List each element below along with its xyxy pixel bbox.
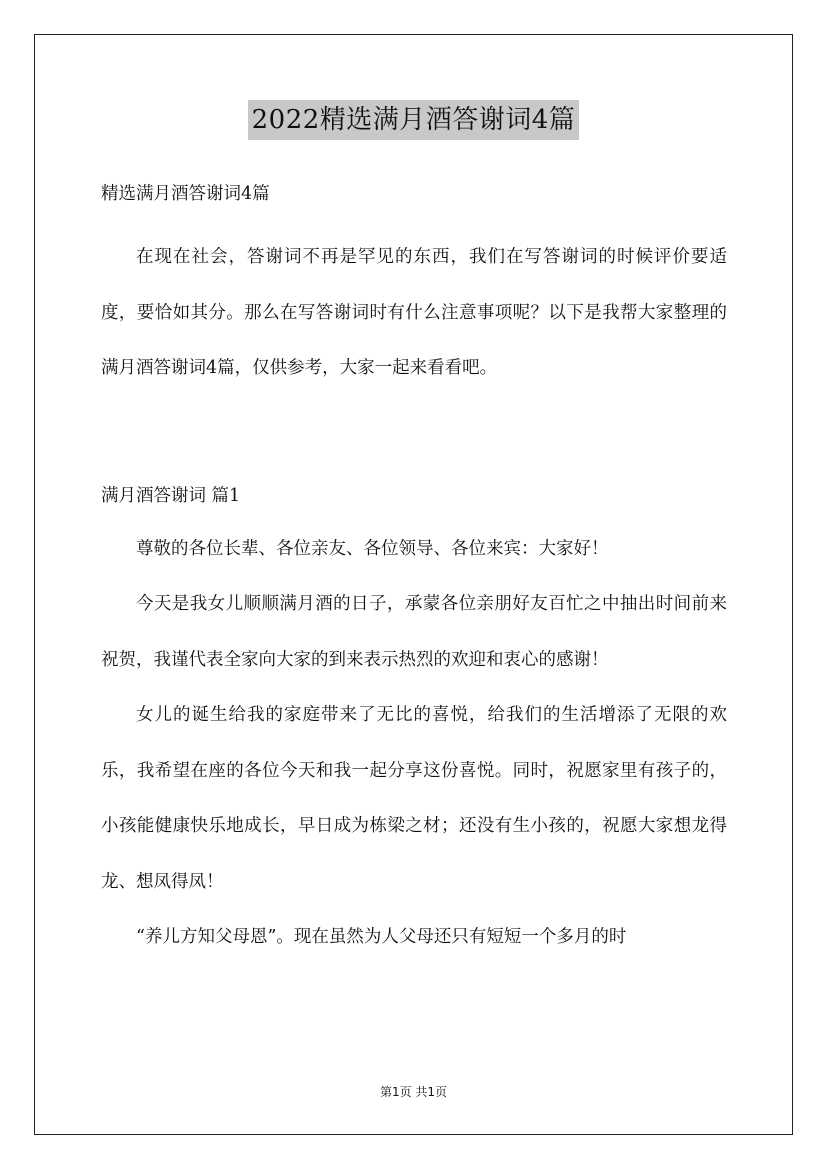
greeting-paragraph: 尊敬的各位长辈、各位亲友、各位领导、各位来宾：大家好！ <box>136 538 609 559</box>
body-paragraph-1: 今天是我女儿顺顺满月酒的日子，承蒙各位亲朋好友百忙之中抽出时间前来祝贺，我谨代表全家向大家的到来表示热烈的欢迎和衷心的感谢！ <box>101 594 727 670</box>
page-footer <box>0 1083 827 1100</box>
document-title: 2022精选满月酒答谢词4篇 <box>248 100 580 140</box>
body-paragraph-2: 女儿的诞生给我的家庭带来了无比的喜悦，给我们的生活增添了无限的欢乐，我希望在座的各位今天和我一起分享这份喜悦。同时，祝愿家里有孩子的，小孩能健康快乐地成长，早日成为栋梁之材；还没有生小孩的，祝愿大家想龙得龙、想凤得凤！ <box>101 705 727 892</box>
document-subtitle: 精选满月酒答谢词4篇 <box>101 184 270 204</box>
body-paragraph-3: “养儿方知父母恩”。现在虽然为人父母还只有短短一个多月的时 <box>136 927 627 947</box>
intro-paragraph: 在现在社会，答谢词不再是罕见的东西，我们在写答谢词的时候评价要适度，要恰如其分。那么在写答谢词时有什么注意事项呢？以下是我帮大家整理的满月酒答谢词4篇，仅供参考，大家一起来看看吧。 <box>101 247 727 378</box>
page-number: 第1页 共1页 <box>379 1085 448 1099</box>
section-heading: 满月酒答谢词 篇1 <box>101 485 241 506</box>
title-container <box>0 100 827 140</box>
document-body <box>101 178 727 966</box>
